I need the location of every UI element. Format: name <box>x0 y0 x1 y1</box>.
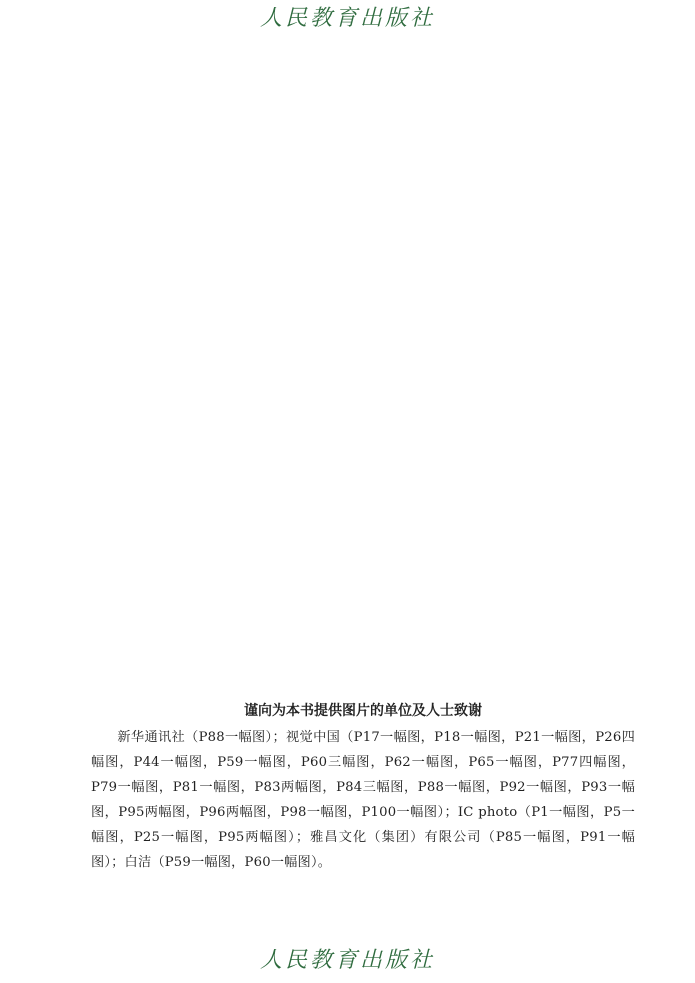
acknowledgement-section <box>91 700 635 875</box>
acknowledgement-text: 新华通讯社（P88一幅图）；视觉中国（P17一幅图，P18一幅图，P21一幅图，P26四幅图，P44一幅图，P59一幅图，P60三幅图，P62一幅图，P65一幅图，P77四幅图，P79一幅图，P81一幅图，P83两幅图，P84三幅图，P88一幅图，P92一幅图，P93一幅图，P95两幅图，P96两幅图，P98一幅图，P100一幅图）；IC photo（P1一幅图，P5一幅图，P25一幅图，P95两幅图）；雅昌文化（集团）有限公司（P85一幅图，P91一幅图）；白洁（P59一幅图，P60一幅图）。 <box>91 730 635 870</box>
publisher-logo-header: 人民教育出版社 <box>259 6 435 31</box>
publisher-logo-footer: 人民教育出版社 <box>259 948 435 973</box>
acknowledgement-title: 谨向为本书提供图片的单位及人士致谢 <box>244 703 482 719</box>
